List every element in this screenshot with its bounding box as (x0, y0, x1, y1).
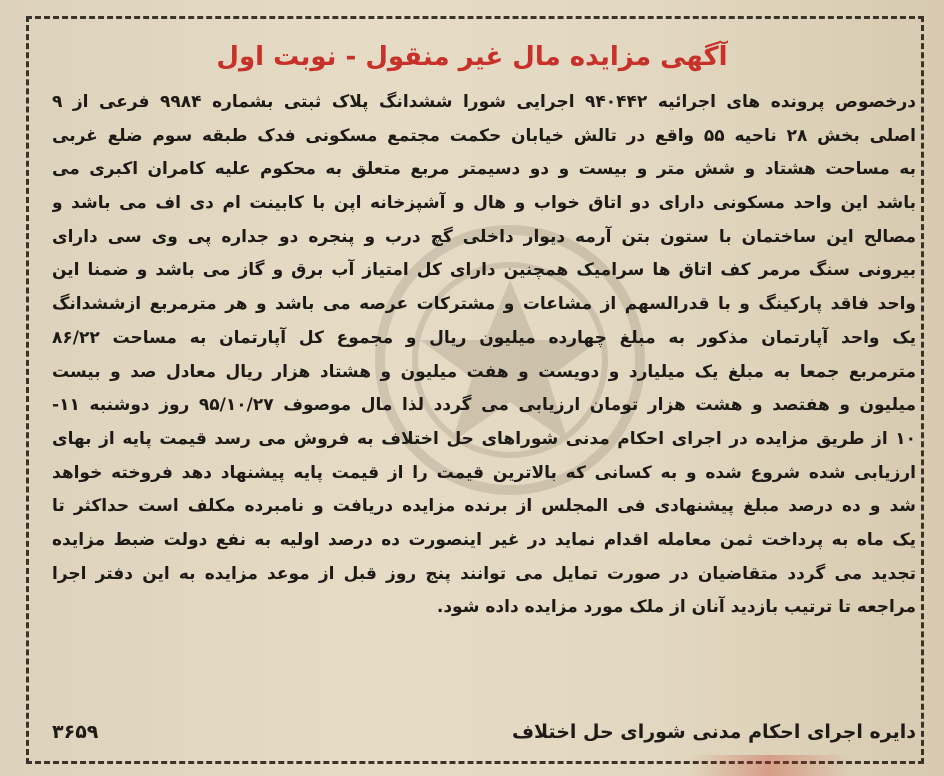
notice-line: مصالح این ساختمان با ستون بتن آرمه دیوار داخلی گچ درب و پنجره دو جداره پی وی سی دارای (52, 226, 916, 247)
notice-line: میلیون و هفتصد و هشت هزار تومان ارزیابی می گردد لذا مال موصوف ۹۵/۱۰/۲۷ روز دوشنبه ۱۱- (52, 395, 916, 416)
notice-line: واحد فاقد پارکینگ و با قدرالسهم از مشاعات و مشترکات عرصه می باشد و هر مترمربع ازششدانگ (52, 294, 916, 315)
notice-line: یک ماه به پرداخت ثمن معامله اقدام نماید در غیر اینصورت ده درصد اولیه به نفع دولت ضبط مزایده (52, 529, 916, 550)
notice-line: اصلی بخش ۲۸ ناحیه ۵۵ واقع در تالش خیابان حکمت مجتمع مسکونی فدک طبقه سوم ضلع غربی (52, 125, 916, 146)
notice-line: مراجعه تا ترتیب بازدید آنان از ملک مورد مزایده داده شود. (436, 597, 916, 618)
notice-line: شد و ده درصد مبلغ پیشنهادی فی المجلس از برنده مزایده دریافت و نامبرده مکلف است حداکثر تا (52, 496, 916, 517)
notice-code: ۳۶۵۹ (52, 721, 99, 743)
notice-line: بیرونی سنگ مرمر کف اتاق ها سرامیک همچنین دارای کل امتیاز آب برق و گاز می باشد و ضمنا این (52, 260, 916, 281)
notice-title: آگهی مزایده مال غیر منقول - نوبت اول (216, 42, 728, 72)
issuer-name: دایره اجرای احکام مدنی شورای حل اختلاف (511, 721, 916, 743)
notice-line: به مساحت هشتاد و شش متر و بیست و دو دسیمتر مربع متعلق به محکوم علیه کامران اکبری می (52, 159, 916, 180)
notice-line: ارزیابی شده شروع شده و به کسانی که بالاترین قیمت را از قیمت پایه پیشنهاد دهد فروخته خواهد (52, 462, 916, 483)
torn-edge-decoration (690, 755, 850, 776)
notice-body (52, 86, 916, 625)
notice-line: درخصوص پرونده های اجرائیه ۹۴۰۴۴۲ اجرایی شورا ششدانگ پلاک ثبتی بشماره ۹۹۸۴ فرعی از ۹ (52, 92, 916, 112)
notice-line: یک واحد آپارتمان مذکور به مبلغ چهارده میلیون ریال و مجموع کل آپارتمان به مساحت ۸۶/۲۲ (52, 327, 916, 348)
notice-footer (52, 712, 916, 752)
notice-line: مترمربع جمعا به مبلغ یک میلیارد و دویست و هفت میلیون و هشتاد هزار ریال معادل صد و بیست (52, 361, 916, 382)
notice-line: ۱۰ از طریق مزایده در اجرای احکام مدنی شوراهای حل اختلاف به فروش می رسد قیمت پایه از بهای (52, 428, 916, 449)
notice-line: باشد این واحد مسکونی دارای دو اتاق خواب و هال و آشپزخانه اپن با کابینت ام دی اف می باشد و (52, 193, 916, 214)
notice-line: تجدید می گردد متقاضیان در صورت تمایل می توانند پنج روز قبل از موعد مزایده به این دفتر اجرا (52, 563, 916, 584)
